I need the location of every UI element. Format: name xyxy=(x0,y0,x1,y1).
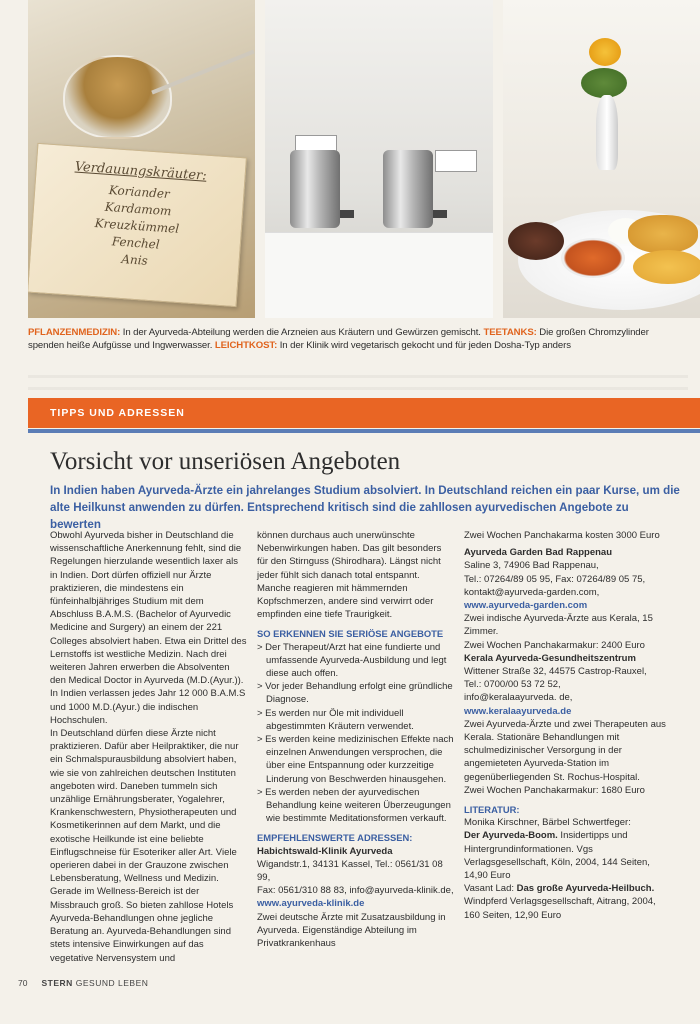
article-lead: In Indien haben Ayurveda-Ärzte ein jahrelanges Studium absolviert. In Deutschland reichen ein paar Kurse, um die alte Heilkunst anwenden zu dürfen. Entsprechend kritisch sind die zahllosen ayurvedischen Angebote zu bewerten xyxy=(50,484,680,531)
tea-urn xyxy=(290,150,340,228)
photo-caption xyxy=(28,326,678,352)
literature-title: Der Ayurveda-Boom. xyxy=(464,830,558,842)
photo-herbal-medicine xyxy=(28,0,255,318)
address-line: Fax: 0561/310 88 83, info@ayurveda-klinik.de, xyxy=(257,885,454,897)
literature-authors: Monika Kirschner, Bärbel Schwertfeger: xyxy=(464,817,631,829)
tea-urn xyxy=(383,150,433,228)
herb-card-line: Kardamom xyxy=(104,199,172,219)
literature-entry xyxy=(464,882,674,922)
magazine-section: GESUND LEBEN xyxy=(75,978,149,988)
column-2 xyxy=(257,529,455,950)
photo-strip xyxy=(28,0,700,318)
body-paragraph: In Deutschland dürfen diese Ärzte nicht praktizieren. Dafür aber Heilpraktiker, die nur ein Schmalspurausbildung absolviert haben, wie sie von zahlreichen deutschen Instituten angeboten wird. Daneben tummeln sich unzählige Ernährungsberater, Yogalehrer, Krankenschwestern, Physiotherapeuten und Kosmetikerinnen auf dem Markt, und die exotische Heilkunde ist eine beliebte Einflugschneise für Esoteriker aller Art. Viele operieren dabei in der Grauzone zwischen Lebensberatung, Wellness und Medizin. Gerade im Wellness-Bereich ist der Missbrauch groß. So bieten zahllose Hotels Ayurveda-Behandlungen ohne jegliche Beratung an. Ayurveda-Behandlungen sind stets intensive Einwirkungen auf das vegetative Nervensystem und xyxy=(50,728,239,964)
address-name: Kerala Ayurveda-Gesundheitszentrum xyxy=(464,652,636,664)
counter xyxy=(265,232,493,318)
address-name: Ayurveda Garden Bad Rappenau xyxy=(464,547,612,559)
herb-card-line: Anis xyxy=(120,252,149,268)
food-soup xyxy=(561,238,625,278)
food-greens xyxy=(508,222,564,260)
herb-bowl xyxy=(63,55,172,139)
criteria-item: > Es werden nur Öle mit individuell abgestimmten Kräutern verwendet. xyxy=(257,707,414,732)
herb-card-line: Koriander xyxy=(108,182,171,202)
address-web-link: www.ayurveda-garden.com xyxy=(464,600,588,612)
photo-tea-tanks xyxy=(265,0,493,318)
address-line: info@keralaayurveda. de, xyxy=(464,692,573,704)
column-3 xyxy=(464,529,674,922)
address-web-link: www.keralaayurveda.de xyxy=(464,705,572,717)
banner-rule xyxy=(28,429,700,433)
criteria-item: > Es werden neben der ayurvedischen Behandlung keine weiteren Überzeugungen wie bestimmte Meditationsformen verkauft. xyxy=(257,786,451,825)
address-description: Zwei indische Ayurveda-Ärzte aus Kerala, 15 Zimmer. xyxy=(464,613,653,638)
article-headline: Vorsicht vor unseriösen Angeboten xyxy=(50,448,401,475)
urn-tap xyxy=(433,210,447,218)
address-description: Zwei Ayurveda-Ärzte und zwei Therapeuten aus Kerala. Stationäre Behandlungen mit schulmedizinischer Versorgung in der angemieteten Ayurveda-Station im gegenüberliegenden St. Rochus-Hospital. xyxy=(464,718,666,783)
address-line: Tel.: 0700/00 53 72 52, xyxy=(464,679,561,691)
literature-entry xyxy=(464,829,674,882)
criteria-item: > Der Therapeut/Arzt hat eine fundierte und umfassende Ayurveda-Ausbildung und legt diese auch offen. xyxy=(257,641,447,680)
subheading-literature: LITERATUR: xyxy=(464,804,520,816)
address-description: Zwei deutsche Ärzte mit Zusatzausbildung in Ayurveda. Eigenständige Abteilung im Privatkrankenhaus xyxy=(257,911,446,950)
herb-card-line: Fenchel xyxy=(111,234,161,252)
page-number: 70 xyxy=(18,978,28,988)
show-through-text xyxy=(28,366,688,396)
literature-details: Windpferd Verlagsgesellschaft, Aitrang, 2004, 160 Seiten, 12,90 Euro xyxy=(464,896,656,921)
literature-author: Vasant Lad: xyxy=(464,883,517,895)
section-banner-label: TIPPS UND ADRESSEN xyxy=(50,407,185,419)
caption-label: LEICHTKOST: xyxy=(214,340,278,351)
literature-details: Insidertipps und Hintergrundinformationen. Vgs Verlagsgesellschaft, Köln, 2004, 144 Seiten, 14,90 Euro xyxy=(464,830,650,882)
price-info: Zwei Wochen Panchakarma kosten 3000 Euro xyxy=(464,530,660,541)
page-footer xyxy=(18,978,148,988)
food-curry xyxy=(628,215,698,253)
price-info: Zwei Wochen Panchakarmakur: 1680 Euro xyxy=(464,784,645,796)
caption-text: In der Klinik wird vegetarisch gekocht und für jeden Dosha-Typ anders xyxy=(277,340,571,351)
magazine-name: STERN xyxy=(41,978,73,988)
address-line: Saline 3, 74906 Bad Rappenau, xyxy=(464,560,599,572)
address-name: Habichtswald-Klinik Ayurveda xyxy=(257,845,393,857)
photo-light-food xyxy=(503,0,700,318)
section-banner xyxy=(28,398,700,428)
address-line: Wittener Straße 32, 44575 Castrop-Rauxel, xyxy=(464,666,647,678)
herb-card xyxy=(28,143,247,307)
address-web-link: www.ayurveda-klinik.de xyxy=(257,898,365,910)
caption-text: Die großen Chromzylinder spenden heiße Aufgüsse und Ingwerwasser. xyxy=(28,327,649,351)
herb-card-line: Kreuzkümmel xyxy=(94,216,180,236)
subheading-criteria: SO ERKENNEN SIE SERIÖSE ANGEBOTE xyxy=(257,628,444,640)
caption-text: In der Ayurveda-Abteilung werden die Arzneien aus Kräutern und Gewürzen gemischt. xyxy=(120,327,484,338)
criteria-item: > Es werden keine medizinischen Effekte nach einzelnen Anwendungen versprochen, die über eine Entspannung oder kurzzeitige Linderung von Beschwerden hinausgehen. xyxy=(257,734,454,785)
literature-title: Das große Ayurveda-Heilbuch. xyxy=(516,883,655,895)
caption-label: PFLANZENMEDIZIN: xyxy=(28,327,121,338)
price-info: Zwei Wochen Panchakarmakur: 2400 Euro xyxy=(464,639,645,651)
body-paragraph: können durchaus auch unerwünschte Nebenwirkungen haben. Das gilt besonders für den Stirnguss (Shirodhara). Längst nicht jeder fühlt sich danach total entspannt. Manche reagieren mit hämmernden Kopfschmerzen, andere sind verwirrt oder empfinden eine tiefe Traurigkeit. xyxy=(257,530,442,621)
herb-card-title: Verdauungskräuter: xyxy=(74,159,208,184)
criteria-item: > Vor jeder Behandlung erfolgt eine gründliche Diagnose. xyxy=(257,681,453,706)
body-paragraph: Obwohl Ayurveda bisher in Deutschland die wissenschaftliche Anerkennung fehlt, sind die Regelungen hierzulande wesentlich laxer als in Indien. Dort dürfen offiziell nur Ärzte praktizieren, die mindestens ein fünfeinhalbjähriges Studium mit dem Abschluss B.A.M.S. (Bachelor of Ayurvedic Medicine and Surgery) an einem der 221 Colleges absolviert haben. Etwa ein Drittel des Lernstoffs ist westliche Medizin. Nach drei weiteren Jahren erwerben die Absolventen den Medical Doctor in Ayurveda (M.D.(Ayur.)). In Indien verlassen jedes Jahr 12 000 B.A.M.S und 1000 M.D.(Ayur.) die indischen Hochschulen. xyxy=(50,530,247,726)
address-line: kontakt@ayurveda-garden.com, xyxy=(464,586,600,598)
urn-tap xyxy=(340,210,354,218)
leaves xyxy=(581,68,627,98)
food-omelette xyxy=(633,250,700,284)
vase xyxy=(596,95,618,170)
address-line: Wigandstr.1, 34131 Kassel, Tel.: 0561/31 08 99, xyxy=(257,858,443,884)
spoon xyxy=(151,50,254,95)
tank-sign xyxy=(435,150,477,172)
subheading-addresses: EMPFEHLENSWERTE ADRESSEN: xyxy=(257,832,413,844)
address-line: Tel.: 07264/89 05 95, Fax: 07264/89 05 75, xyxy=(464,573,646,585)
flower xyxy=(589,38,621,66)
caption-label: TEETANKS: xyxy=(483,327,537,338)
column-1 xyxy=(50,529,248,965)
